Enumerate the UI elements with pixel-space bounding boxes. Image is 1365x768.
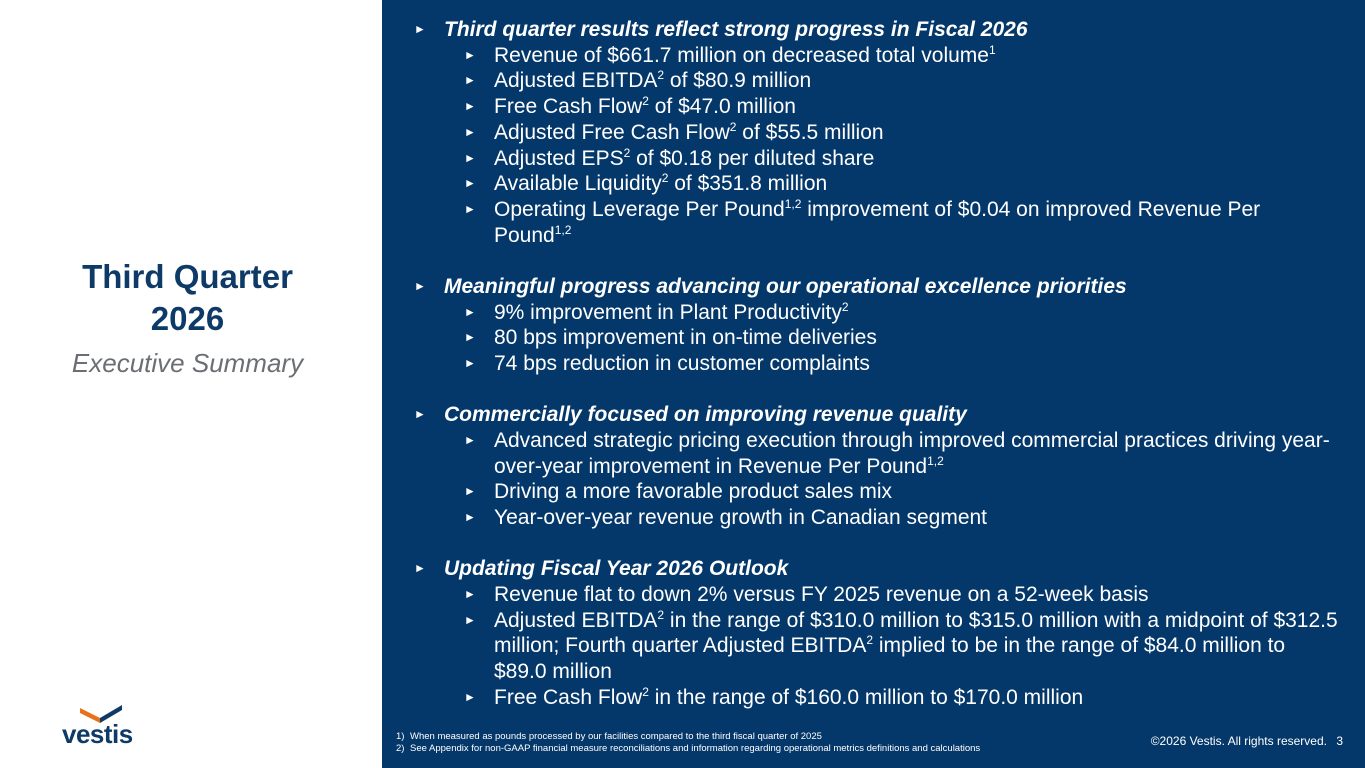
bullet-text: Revenue of $661.7 million on decreased total volume: [494, 43, 989, 67]
bullet-item: [412, 120, 1342, 146]
section-heading: [412, 17, 1342, 43]
bullet-text: Adjusted EBITDA: [494, 608, 658, 632]
bullet-item: [412, 43, 1342, 69]
triangle-right-icon: ►: [464, 124, 476, 139]
triangle-right-icon: ►: [464, 201, 476, 216]
summary-section: [412, 274, 1342, 377]
bullet-text: Advanced strategic pricing execution through improved commercial practices driving year-over-year improvement in Revenue Per Pound: [494, 428, 1330, 478]
summary-section: [412, 17, 1342, 248]
bullet-item: [412, 351, 1342, 377]
bullet-item: [412, 300, 1342, 326]
triangle-right-icon: ►: [414, 407, 426, 422]
bullet-item: [412, 197, 1342, 248]
bullet-item: [412, 582, 1342, 608]
bullet-item: [412, 171, 1342, 197]
footnote-ref: 2: [642, 684, 649, 699]
summary-content: [412, 17, 1342, 736]
footnote-ref: 2: [642, 94, 649, 109]
section-heading: [412, 402, 1342, 428]
bullet-text: Driving a more favorable product sales mix: [494, 480, 892, 504]
triangle-right-icon: ►: [464, 484, 476, 499]
right-panel: [382, 0, 1365, 768]
bullet-text: Adjusted EPS: [494, 146, 624, 170]
bullet-text: Year-over-year revenue growth in Canadian segment: [494, 505, 988, 529]
slide-subtitle: Executive Summary: [71, 348, 304, 378]
footnote-text: When measured as pounds processed by our facilities compared to the third fiscal quarter of 2025: [410, 731, 822, 742]
bullet-text: Operating Leverage Per Pound: [494, 197, 785, 221]
bullet-item: [412, 325, 1342, 351]
bullet-text: 80 bps improvement in on-time deliveries: [494, 326, 877, 350]
footnote-ref: 2: [657, 68, 665, 83]
bullet-text: Available Liquidity: [494, 172, 662, 196]
footnote-ref: 1,2: [927, 453, 944, 468]
footnote-ref: 2: [657, 607, 665, 622]
section-heading-text: Meaningful progress advancing our operational excellence priorities: [444, 274, 1127, 298]
footnotes: [396, 731, 1016, 754]
triangle-right-icon: ►: [464, 586, 476, 601]
bullet-text: of $47.0 million: [648, 95, 796, 119]
footnote: [396, 743, 1016, 755]
bullet-item: [412, 68, 1342, 94]
triangle-right-icon: ►: [464, 47, 476, 62]
bullet-text: implied to be in the range of $84.0 million to $89.0 million: [494, 634, 1286, 683]
bullet-text: of $351.8 million: [668, 172, 828, 196]
vestis-logo: [62, 703, 146, 749]
triangle-right-icon: ►: [464, 612, 476, 627]
summary-section: [412, 402, 1342, 531]
logo-wordmark: vestis: [62, 719, 133, 749]
footnote-ref: 1,2: [554, 222, 572, 237]
bullet-item: [412, 428, 1342, 479]
footnote-ref: 2: [729, 119, 737, 134]
bullet-item: [412, 94, 1342, 120]
triangle-right-icon: ►: [464, 99, 476, 114]
triangle-right-icon: ►: [414, 22, 426, 36]
footnote-ref: 2: [866, 633, 874, 648]
bullet-item: [412, 505, 1342, 531]
bullet-text: Adjusted Free Cash Flow: [494, 120, 730, 144]
section-heading: [412, 274, 1342, 300]
footnote-number: 2): [396, 742, 405, 754]
footnote-ref: 1: [988, 42, 996, 57]
title-line-1: Third Quarter: [82, 258, 293, 295]
section-heading-text: Updating Fiscal Year 2026 Outlook: [444, 557, 789, 581]
slide-title: [0, 256, 375, 340]
copyright-text: ©2026 Vestis. All rights reserved.: [1150, 734, 1327, 748]
bullet-text: improvement of $0.04 on improved Revenue Per Pound: [494, 197, 1261, 247]
left-panel: [0, 0, 382, 768]
section-heading-text: Third quarter results reflect strong progress in Fiscal 2026: [444, 18, 1028, 41]
footnote-ref: 2: [661, 171, 669, 186]
bullet-item: [412, 685, 1342, 711]
bullet-text: of $0.18 per diluted share: [630, 146, 875, 170]
bullet-text: in the range of $160.0 million to $170.0 million: [648, 685, 1084, 709]
copyright-footer: [1151, 734, 1343, 748]
footnote-text: See Appendix for non-GAAP financial measure reconciliations and information regarding operational metrics definitions and calculations: [410, 742, 981, 754]
footnote-number: 1): [396, 731, 405, 742]
bullet-text: of $55.5 million: [736, 120, 884, 144]
triangle-right-icon: ►: [464, 330, 476, 345]
triangle-right-icon: ►: [464, 509, 476, 524]
triangle-right-icon: ►: [414, 278, 426, 293]
triangle-right-icon: ►: [464, 432, 476, 447]
triangle-right-icon: ►: [464, 73, 476, 88]
section-heading-text: Commercially focused on improving revenue quality: [444, 403, 967, 427]
footnote-ref: 2: [841, 299, 849, 314]
bullet-text: Free Cash Flow: [494, 95, 643, 119]
triangle-right-icon: ►: [464, 689, 476, 704]
page-number: 3: [1336, 734, 1343, 748]
bullet-text: Adjusted EBITDA: [494, 69, 658, 93]
bullet-text: 9% improvement in Plant Productivity: [494, 300, 842, 324]
bullet-item: [412, 146, 1342, 172]
bullet-text: of $80.9 million: [664, 69, 812, 93]
triangle-right-icon: ►: [464, 355, 476, 370]
triangle-right-icon: ►: [414, 561, 426, 576]
footnote-ref: 2: [623, 145, 631, 160]
footnote-ref: 1,2: [784, 196, 802, 211]
bullet-text: Free Cash Flow: [494, 685, 643, 709]
bullet-text: in the range of $310.0 million to $315.0 million with a midpoint of $312.5 million; Fourth quarter Adjusted EBITDA: [494, 608, 1338, 658]
section-heading: [412, 556, 1342, 582]
bullet-text: Revenue flat to down 2% versus FY 2025 revenue on a 52-week basis: [494, 582, 1149, 606]
bullet-text: 74 bps reduction in customer complaints: [494, 351, 870, 375]
summary-section: [412, 556, 1342, 710]
bullet-item: [412, 479, 1342, 505]
triangle-right-icon: ►: [464, 176, 476, 191]
title-line-2: 2026: [150, 300, 225, 337]
footnote: [396, 731, 1016, 743]
triangle-right-icon: ►: [464, 150, 476, 165]
bullet-item: [412, 608, 1342, 685]
triangle-right-icon: ►: [464, 304, 476, 319]
